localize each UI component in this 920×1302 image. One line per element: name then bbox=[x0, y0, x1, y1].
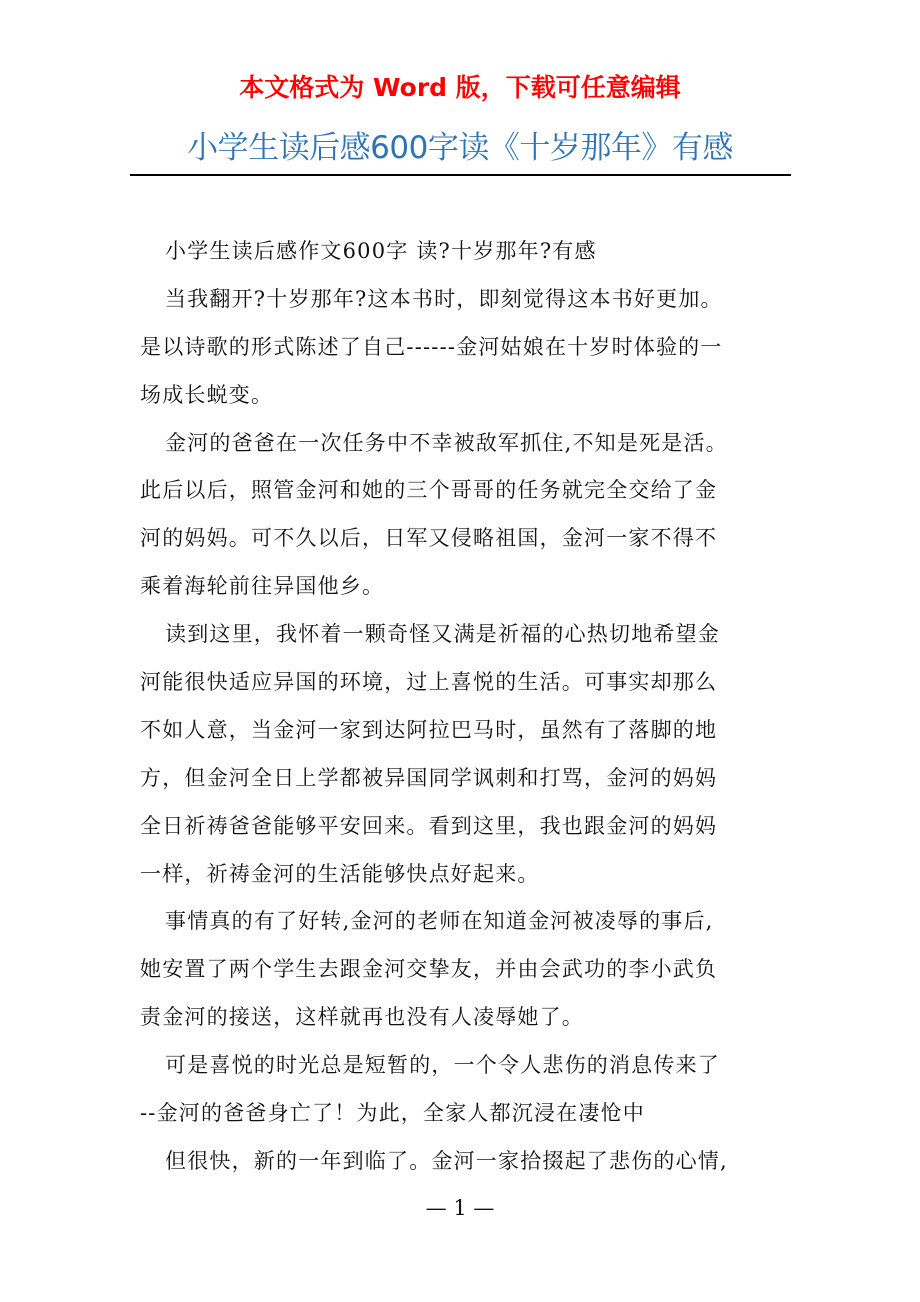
page-number: — 1 — bbox=[425, 1196, 495, 1220]
text-line: 全日祈祷爸爸能够平安回来。看到这里，我也跟金河的妈妈 bbox=[140, 813, 718, 838]
paragraph bbox=[140, 228, 785, 276]
text-line: 是以诗歌的形式陈述了自己------金河姑娘在十岁时体验的一 bbox=[140, 334, 723, 359]
text-line: --金河的爸爸身亡了！为此，全家人都沉浸在凄怆中 bbox=[140, 1101, 645, 1126]
text-line: 不如人意，当金河一家到达阿拉巴马时，虽然有了落脚的地 bbox=[140, 717, 718, 742]
paragraph bbox=[140, 420, 785, 612]
document-title: 小学生读后感600字读《十岁那年》有感 bbox=[187, 130, 733, 166]
text-line: 场成长蜕变。 bbox=[140, 382, 274, 407]
text-line: 当我翻开?十岁那年?这本书时，即刻觉得这本书好更加。 bbox=[165, 286, 723, 311]
text-line: 金河的爸爸在一次任务中不幸被敌军抓住,不知是死是活。 bbox=[165, 430, 728, 455]
paragraph bbox=[140, 1042, 785, 1138]
text-line: 一样，祈祷金河的生活能够快点好起来。 bbox=[140, 861, 540, 886]
paragraph bbox=[140, 1138, 785, 1186]
text-line: 责金河的接送，这样就再也没有人凌辱她了。 bbox=[140, 1005, 584, 1030]
text-line: 河的妈妈。可不久以后，日军又侵略祖国，金河一家不得不 bbox=[140, 526, 718, 551]
text-line: 方，但金河全日上学都被异国同学讽刺和打骂，金河的妈妈 bbox=[140, 765, 718, 790]
paragraph bbox=[140, 611, 785, 898]
text-line: 读到这里，我怀着一颗奇怪又满是祈福的心热切地希望金 bbox=[165, 622, 720, 647]
document-body bbox=[140, 228, 785, 1186]
text-line: 此后以后，照管金河和她的三个哥哥的任务就完全交给了金 bbox=[140, 478, 718, 503]
text-line: 她安置了两个学生去跟金河交挚友，并由会武功的李小武负 bbox=[140, 957, 718, 982]
paragraph bbox=[140, 276, 785, 420]
text-line: 河能很快适应异国的环境，过上喜悦的生活。可事实却那么 bbox=[140, 670, 718, 695]
text-line: 小学生读后感作文600字 读?十岁那年?有感 bbox=[165, 239, 597, 263]
text-line: 但很快，新的一年到临了。金河一家拾掇起了悲伤的心情, bbox=[165, 1148, 728, 1173]
download-notice: 本文格式为 Word 版，下载可任意编辑 bbox=[239, 73, 681, 102]
text-line: 事情真的有了好转,金河的老师在知道金河被凌辱的事后, bbox=[165, 909, 714, 934]
paragraph bbox=[140, 898, 785, 1042]
text-line: 乘着海轮前往异国他乡。 bbox=[140, 574, 385, 599]
text-line: 可是喜悦的时光总是短暂的，一个令人悲伤的消息传来了 bbox=[165, 1053, 720, 1078]
title-divider bbox=[130, 174, 791, 176]
